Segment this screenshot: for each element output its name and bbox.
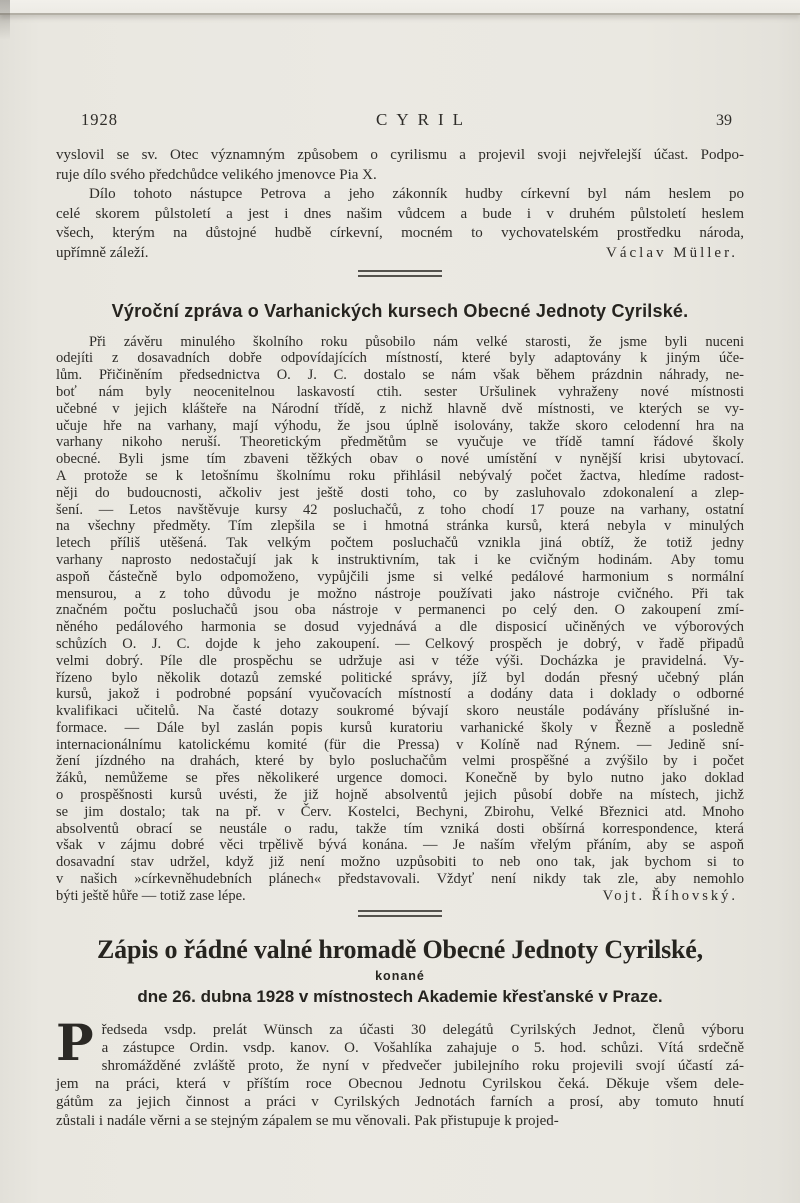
text-line: formace. — Dále byl zaslán popis kursů kuratoriu varhanické školy v Řezně a posledně [56,719,744,736]
page-number: 39 [716,112,732,129]
text-line: lům. Přičiněním předsednictva O. J. C. dostalo se nám však během prázdnin náhrady, ne- [56,367,744,384]
text-line: na všechny předměty. Tím zlepšila se i hmotná stránka kursů, která nebyla v minulých [56,518,744,535]
minutes-paragraph-lines [56,1012,744,1112]
intro-section [56,146,744,264]
intro-paragraph-1 [56,146,744,166]
article-title: Zápis o řádné valné hromadě Obecné Jednoty Cyrilské, [97,934,703,964]
text-line: ředseda vsdp. prelát Wünsch za účasti 30 delegátů Cyrilských Jednot, členů výboru [101,1021,744,1038]
text-line: absolventů obrací se neustále o radu, takže tím vzniká dosti obšírná korrespondence, která [56,820,744,837]
text-line: odejíti z dosavadních dobře odpovídajících místností, které byly adaptovány k jiným úče- [56,350,744,367]
report-signature-row [56,888,744,905]
minutes-title-row [56,935,744,965]
author-signature: Václav Müller. [606,244,738,261]
double-rule-divider [358,270,442,277]
text-line: Dílo tohoto nástupce Petrova a jeho zákonník hudby církevní byl nám heslem po [89,186,744,203]
text-line: kvalifikaci učitelů. Na časté dotazy soukromé bývají skoro neustále podávány příslušné in- [56,703,744,720]
report-last-line: býti ještě hůře — totiž zase lépe. [56,887,246,904]
intro-paragraph-2 [56,185,744,244]
header-year: 1928 [81,110,118,129]
text-line: žení jízdného na drahách, které by bylo posluchačům velmi prospěšné a zvýšilo by i počet [56,753,744,770]
intro-paragraph-2-last-line: upřímně záleží. [56,244,149,261]
text-line: žáků, nemůžeme se přes několikeré urgence domoci. Konečně by bylo nutno jako doklad [56,770,744,787]
double-rule-divider [358,910,442,917]
text-line: řízeno bylo několik dotazů zemské politické správy, jíž byl dodán přesný učebný plán [56,669,744,686]
text-column [56,146,744,1130]
text-line: něji do budoucnosti, ačkoliv jest ještě dosti toho, co by zasluhovalo zdokonalení a zlep- [56,484,744,501]
text-line: obecné. Byli jsme tím zbaveni těžkých obav o nové umístění v nynější krisi ubytovací. [56,451,744,468]
text-line: aspoň částečně bylo odpomoženo, vypůjčili jsme si velké pedálové harmonium s normální [56,568,744,585]
drop-cap-initial: P [56,1012,94,1072]
text-line: značném počtu posluchačů jsou oba nástroje v permanenci po celý den. O zakoupení zmí- [56,602,744,619]
text-line: se jim dostalo; tak na př. v Červ. Kostelci, Bechyni, Zbirohu, Velké Březnici atd. Mnoho [56,803,744,820]
corner-shadow [0,0,10,40]
text-line: kursů, jakož i podrobné popsání vyučovacích místností a dodány data i doklady o odborné [56,686,744,703]
text-line: boť nám byly neocenitelnou laskavostí ctih. sester Uršulinek vyhraženy nové místnosti [56,383,744,400]
text-line: varhany nikoho neruší. Theoretickým předmětům se vyučuje ve třídě tamní řádové školy [56,434,744,451]
running-head [56,0,744,130]
text-line: učuje hře na varhany, mají výhodu, že jsou úplně isolovány, takže skoro celodenní hra na [56,417,744,434]
text-line: gátům za jejich činnost a práci v Cyrilských Jednotách farních a prosí, aby tomuto hnutí [56,1094,744,1111]
text-line: velmi dobrý. Píle dle prospěchu se udržuje asi v téže výši. Docházka je pravidelná. Vy- [56,652,744,669]
text-line: celé skorem půlstoletí a jest i dnes našim vůdcem a bude i v druhém půlstoletí heslem [56,205,744,222]
text-line: učebné v jejich klášteře na Národní třídě, z nichž hlavně dvě místnosti, ve kterých se vy- [56,400,744,417]
text-line: mensurou, a z toho důvodu je možno nástroje používati jako nástroje cvičného. Při tak [56,585,744,602]
article-subtitle: konané [375,968,425,983]
text-line: něného pedálového harmonia se dosud vyjednává a dle disposicí učiněných ve výborových [56,619,744,636]
minutes-paragraph [56,1012,744,1130]
text-line: šení. — Letos navštěvuje kursy 42 posluchačů, z toho chodí 17 pouze na varhany, ostatní [56,501,744,518]
annual-report-section [56,301,744,905]
text-line: A protože se k letošnímu školnímu roku přihlásil nebývalý počet žactva, hledíme radost- [56,467,744,484]
text-line: však v zájmu dobré věci trpělivě bývá konána. — Je naším vřelým přáním, aby se aspoň [56,837,744,854]
text-line: jem na práci, která v příštím roce Obecnou Jednotu Cyrilskou čeká. Děkuje všem dele- [56,1076,744,1093]
text-line: varhany naprosto nedostačují jak k instruktivním, tak i ke cvičným hodinám. Aby tomu [56,551,744,568]
text-line: internacionálnímu katolickému komité (für die Pressa) v Kolíně nad Rýnem. — Jedině sní- [56,736,744,753]
minutes-section [56,935,744,1130]
author-signature: Vojt. Říhovský. [602,887,738,904]
intro-paragraph-1-last-line: ruje dílo svého předchůdce velikého jmenovce Pia X. [56,166,377,183]
text-line: letech příliš utěšená. Tak velkým počtem posluchačů vznikla jiná obtíž, že totiž jedny [56,535,744,552]
report-paragraph [56,334,744,888]
text-line: schůzích O. J. C. dojde k jeho zakoupení. — Celkový prospěch je dobrý, v řadě připadů [56,635,744,652]
text-line: shromážděné zvláště proto, že nyní v předvečer jubilejního roku projevili svojí účastí zá- [101,1058,744,1075]
text-line: o prospěšnosti kursů uvésti, že již hojně absolventů jejich působí dobře na místech, jichž [56,787,744,804]
intro-signature-row [56,244,744,264]
text-line: všech, kterým na důstojné hudbě církevní, mocném to vychovatelském prostředku národa, [56,225,744,242]
text-line: Při závěru minulého školního roku působilo nám velké starosti, že jsme byli nuceni [89,333,744,350]
text-line: dosavadní stav udržel, když již není možno uzpůsobiti to neb ono tak, jak bychom si to [56,854,744,871]
text-line: v našich »církevněhudebních plánech« představovali. Vždyť není nikdy tak zle, aby nemohlo [56,871,744,888]
page-fold-crease [0,0,800,15]
journal-title: CYRIL [376,110,472,129]
text-line: vyslovil se sv. Otec významným způsobem o cyrilismu a projevil svoji nejvřelejší účast. Podpo- [56,147,744,163]
article-subtitle-date: dne 26. dubna 1928 v místnostech Akademie křesťanské v Praze. [137,986,663,1006]
section-heading: Výroční zpráva o Varhanických kursech Obecné Jednoty Cyrilské. [111,300,689,321]
text-line: a zástupce Ordin. vsdp. kanov. O. Vošahlíka zahajuje o 5. hod. schůzi. Vítá srdečně [101,1039,744,1056]
minutes-last-line: zůstali i nadále věrni a se stejným zápalem se mu věnovali. Pak přistupuje k projed- [56,1112,559,1129]
